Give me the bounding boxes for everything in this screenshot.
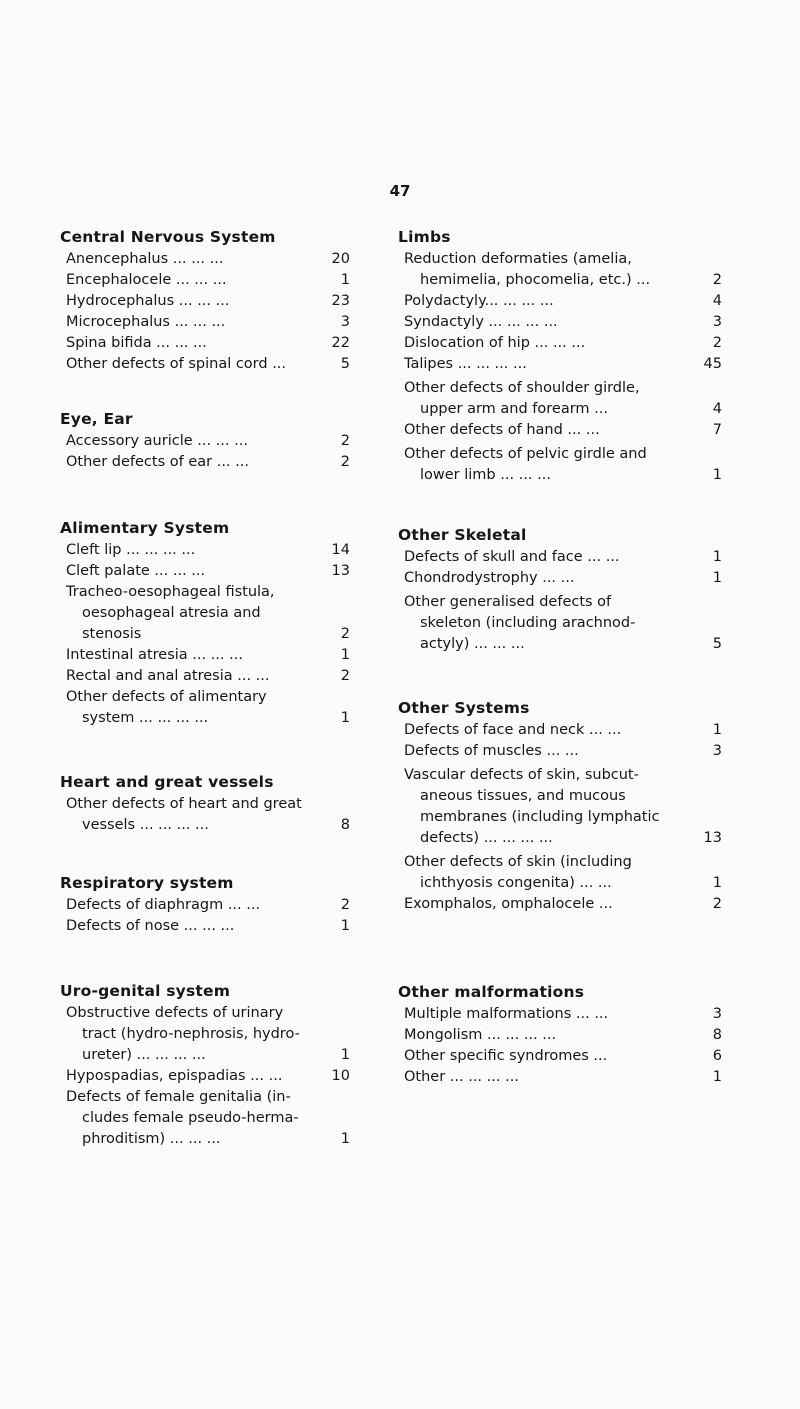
entry-label: Talipes ... ... ... ...: [404, 356, 527, 372]
table-row: [398, 765, 722, 849]
entry-label: Syndactyly ... ... ... ...: [404, 314, 558, 330]
entry-label: Hypospadias, epispadias ... ...: [66, 1068, 283, 1084]
entry-count: 3: [712, 314, 722, 330]
entry-label: Multiple malformations ... ...: [404, 1006, 609, 1022]
table-row: [398, 568, 722, 589]
entry-label: aneous tissues, and mucous: [420, 788, 626, 804]
entry-count: 20: [331, 251, 350, 267]
entry-label: Defects of muscles ... ...: [404, 743, 579, 759]
table-row: [60, 1066, 350, 1087]
table-row: [60, 312, 350, 333]
entry-count: 2: [340, 897, 350, 913]
entry-label: upper arm and forearm ...: [420, 401, 608, 417]
table-row: [398, 312, 722, 333]
section-other-malformations: [398, 981, 722, 1088]
table-row: [60, 291, 350, 312]
table-row: [398, 894, 722, 915]
table-row: [60, 916, 350, 937]
table-row: [60, 1087, 350, 1150]
section-uro-genital-system: [60, 980, 350, 1150]
section-heading: Central Nervous System: [60, 228, 276, 246]
entry-label: Hydrocephalus ... ... ...: [66, 293, 230, 309]
table-row: [398, 249, 722, 291]
table-row: [398, 291, 722, 312]
entry-count: 2: [340, 454, 350, 470]
entry-count: 1: [712, 549, 722, 565]
left-column: [60, 226, 350, 1150]
entry-label: membranes (including lymphatic: [420, 809, 660, 825]
entry-count: 1: [340, 1047, 350, 1063]
entry-label: Other ... ... ... ...: [404, 1069, 519, 1085]
entry-label: Chondrodystrophy ... ...: [404, 570, 575, 586]
entry-count: 2: [712, 335, 722, 351]
table-row: [60, 561, 350, 582]
entry-label: hemimelia, phocomelia, etc.) ...: [420, 272, 651, 288]
section-alimentary-system: [60, 517, 350, 729]
table-row: [398, 444, 722, 486]
section-central-nervous-system: [60, 226, 350, 375]
entry-label: Other defects of skin (including: [404, 854, 632, 870]
table-row: [60, 1003, 350, 1066]
entry-count: 2: [712, 896, 722, 912]
section-other-systems: [398, 697, 722, 915]
section-respiratory-system: [60, 872, 350, 937]
section-heading: Eye, Ear: [60, 410, 133, 428]
table-row: [398, 592, 722, 655]
entry-label: ichthyosis congenita) ... ...: [420, 875, 612, 891]
entry-label: Polydactyly... ... ... ...: [404, 293, 554, 309]
entry-count: 3: [712, 1006, 722, 1022]
section-heading: Other malformations: [398, 983, 585, 1001]
entry-count: 2: [340, 433, 350, 449]
entry-count: 1: [340, 647, 350, 663]
entry-count: 5: [712, 636, 722, 652]
entry-count: 14: [331, 542, 350, 558]
section-other-skeletal: [398, 524, 722, 655]
entry-label: Accessory auricle ... ... ...: [66, 433, 248, 449]
entry-label: skeleton (including arachnod-: [420, 615, 636, 631]
entry-label: Other defects of heart and great: [66, 796, 302, 812]
entry-count: 10: [331, 1068, 350, 1084]
entry-count: 2: [340, 626, 350, 642]
entry-label: Anencephalus ... ... ...: [66, 251, 224, 267]
entry-count: 2: [340, 668, 350, 684]
entry-label: Other defects of ear ... ...: [66, 454, 249, 470]
table-row: [398, 852, 722, 894]
table-row: [60, 645, 350, 666]
entry-count: 1: [712, 467, 722, 483]
table-row: [60, 895, 350, 916]
entry-count: 1: [712, 1069, 722, 1085]
entry-count: 4: [712, 401, 722, 417]
entry-label: Defects of face and neck ... ...: [404, 722, 622, 738]
entry-count: 1: [712, 722, 722, 738]
table-row: [60, 540, 350, 561]
table-row: [60, 333, 350, 354]
entry-label: Encephalocele ... ... ...: [66, 272, 227, 288]
section-eye-ear: [60, 408, 350, 473]
table-row: [398, 1046, 722, 1067]
entry-label: oesophageal atresia and stenosis: [82, 605, 261, 642]
entry-label: Other defects of shoulder girdle,: [404, 380, 640, 396]
entry-label: Other specific syndromes ...: [404, 1048, 608, 1064]
table-row: [398, 378, 722, 420]
entry-label: Defects of nose ... ... ...: [66, 918, 235, 934]
section-heading: Respiratory system: [60, 874, 234, 892]
entry-label: Spina bifida ... ... ...: [66, 335, 207, 351]
entry-label: Obstructive defects of urinary: [66, 1005, 284, 1021]
section-heading: Other Skeletal: [398, 526, 527, 544]
section-heading: Heart and great vessels: [60, 773, 274, 791]
table-row: [60, 687, 350, 729]
entry-count: 13: [703, 830, 722, 846]
entry-count: 3: [340, 314, 350, 330]
entry-label: lower limb ... ... ...: [420, 467, 551, 483]
entry-label: Other defects of hand ... ...: [404, 422, 600, 438]
table-row: [398, 420, 722, 441]
table-row: [398, 547, 722, 568]
table-row: [398, 1067, 722, 1088]
entry-label: phroditism) ... ... ...: [82, 1131, 221, 1147]
entry-label: vessels ... ... ... ...: [82, 817, 209, 833]
entry-label: tract (hydro-nephrosis, hydro-: [82, 1026, 300, 1042]
table-row: [60, 794, 350, 836]
entry-label: Other defects of pelvic girdle and: [404, 446, 647, 462]
entry-count: 8: [340, 817, 350, 833]
table-row: [398, 333, 722, 354]
entry-label: Cleft palate ... ... ...: [66, 563, 206, 579]
entry-count: 6: [712, 1048, 722, 1064]
entry-count: 2: [712, 272, 722, 288]
page-number: 47: [389, 182, 411, 200]
entry-count: 8: [712, 1027, 722, 1043]
entry-label: Rectal and anal atresia ... ...: [66, 668, 270, 684]
table-row: [60, 249, 350, 270]
section-heading: Other Systems: [398, 699, 530, 717]
entry-label: Reduction deformaties (amelia,: [404, 251, 632, 267]
table-row: [60, 666, 350, 687]
entry-count: 1: [340, 710, 350, 726]
entry-count: 23: [331, 293, 350, 309]
table-row: [60, 582, 350, 645]
entry-label: Dislocation of hip ... ... ...: [404, 335, 586, 351]
entry-label: defects) ... ... ... ...: [420, 830, 553, 846]
entry-label: Tracheo-oesophageal fistula,: [66, 584, 275, 600]
right-column: [398, 226, 722, 1088]
entry-label: Exomphalos, omphalocele ...: [404, 896, 613, 912]
entry-label: system ... ... ... ...: [82, 710, 209, 726]
entry-label: Defects of skull and face ... ...: [404, 549, 620, 565]
entry-count: 5: [340, 356, 350, 372]
entry-count: 1: [712, 875, 722, 891]
table-row: [398, 1004, 722, 1025]
entry-count: 1: [712, 570, 722, 586]
entry-label: Defects of diaphragm ... ...: [66, 897, 261, 913]
entry-count: 4: [712, 293, 722, 309]
entry-count: 1: [340, 918, 350, 934]
entry-label: Cleft lip ... ... ... ...: [66, 542, 196, 558]
table-row: [398, 720, 722, 741]
entry-count: 3: [712, 743, 722, 759]
table-row: [60, 452, 350, 473]
entry-label: Other defects of alimentary: [66, 689, 267, 705]
entry-label: Intestinal atresia ... ... ...: [66, 647, 243, 663]
table-row: [398, 354, 722, 375]
section-heart-and-great-vessels: [60, 771, 350, 836]
section-limbs: [398, 226, 722, 486]
entry-count: 45: [703, 356, 722, 372]
section-heading: Alimentary System: [60, 519, 230, 537]
entry-count: 7: [712, 422, 722, 438]
entry-count: 1: [340, 272, 350, 288]
entry-label: Defects of female genitalia (in-: [66, 1089, 291, 1105]
entry-label: cludes female pseudo-herma-: [82, 1110, 299, 1126]
entry-count: 13: [331, 563, 350, 579]
entry-label: Microcephalus ... ... ...: [66, 314, 226, 330]
table-row: [60, 270, 350, 291]
entry-label: Vascular defects of skin, subcut-: [404, 767, 639, 783]
table-row: [398, 741, 722, 762]
section-heading: Limbs: [398, 228, 451, 246]
entry-label: ureter) ... ... ... ...: [82, 1047, 206, 1063]
section-heading: Uro-genital system: [60, 982, 231, 1000]
entry-label: Other generalised defects of: [404, 594, 612, 610]
table-row: [60, 431, 350, 452]
entry-label: Other defects of spinal cord ...: [66, 356, 287, 372]
entry-count: 22: [331, 335, 350, 351]
table-row: [60, 354, 350, 375]
entry-label: Mongolism ... ... ... ...: [404, 1027, 557, 1043]
entry-count: 1: [340, 1131, 350, 1147]
table-row: [398, 1025, 722, 1046]
entry-label: actyly) ... ... ...: [420, 636, 525, 652]
